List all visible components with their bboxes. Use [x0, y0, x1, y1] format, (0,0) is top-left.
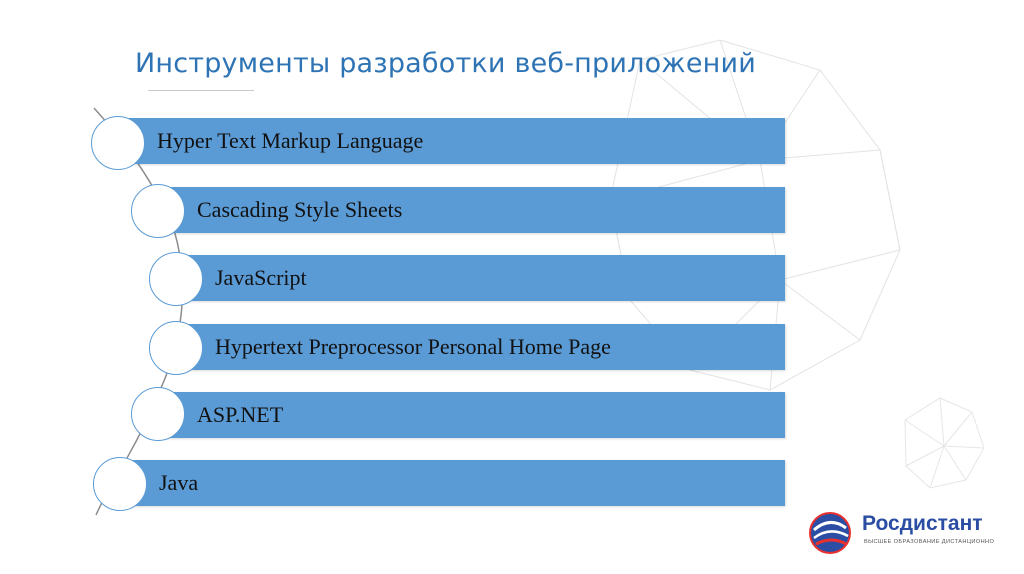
slide-title: Инструменты разработки веб-приложений: [135, 48, 756, 79]
tool-label: ASP.NET: [197, 402, 284, 427]
tool-label: JavaScript: [215, 265, 307, 290]
tool-label: Hyper Text Markup Language: [157, 128, 424, 153]
bullet-circle: [149, 252, 203, 306]
logo-tagline: ВЫСШЕЕ ОБРАЗОВАНИЕ ДИСТАНЦИОННО: [864, 539, 995, 545]
tool-bar: [160, 392, 785, 438]
tool-bar: [116, 460, 785, 506]
rosdistant-swirl-icon: [806, 508, 856, 558]
bullet-circle: [131, 184, 185, 238]
tool-label: Hypertext Preprocessor Personal Home Page: [215, 334, 611, 359]
bullet-circle: [93, 457, 147, 511]
tool-bar: [178, 255, 785, 301]
tool-label: Java: [159, 470, 199, 495]
rosdistant-logo: [806, 508, 996, 558]
tool-bar: [160, 187, 785, 233]
bullet-circle: [91, 116, 145, 170]
bullet-circle: [131, 387, 185, 441]
logo-name: Росдистант: [862, 512, 983, 535]
tool-bar: [116, 118, 785, 164]
tool-bar: [178, 324, 785, 370]
bullet-circle: [149, 321, 203, 375]
tool-label: Cascading Style Sheets: [197, 197, 403, 222]
